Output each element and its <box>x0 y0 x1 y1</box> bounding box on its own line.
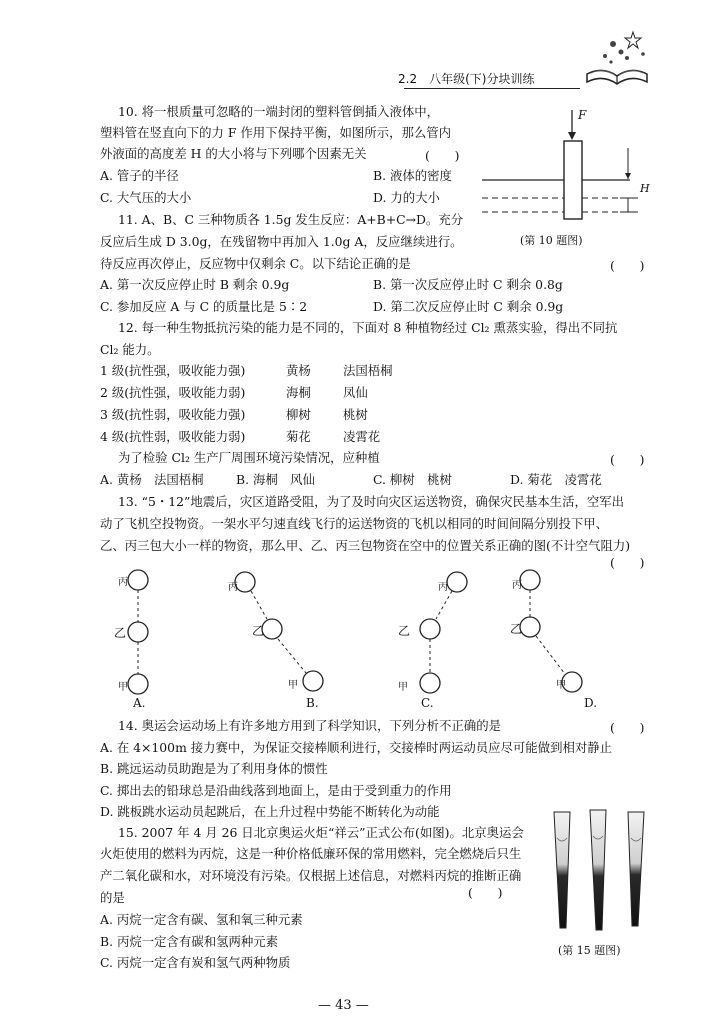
q15-line2: 火炬使用的燃料为丙烷，这是一种价格低廉环保的常用燃料，完全燃烧后只生 <box>100 846 522 861</box>
q13-a-yi-label: 乙 <box>114 626 127 640</box>
q13-diagrams <box>100 565 660 705</box>
torch-right <box>628 812 644 926</box>
torch-middle <box>590 810 606 930</box>
q11-line3: 待反应再次停止，反应物中仅剩余 C。以下结论正确的是 <box>100 256 411 271</box>
q12-row2-plant1: 海桐 <box>286 385 311 400</box>
q11-line2: 反应后生成 D 3.0g，在残留物中再加入 1.0g A，反应继续进行。 <box>100 234 463 249</box>
q10-line2: 塑料管在竖直向下的力 F 作用下保持平衡，如图所示，那么管内 <box>100 125 452 140</box>
q13-answer-paren[interactable]: ( ) <box>610 555 645 570</box>
q10-tube-figure <box>480 108 660 228</box>
q11-line1: 11. A、B、C 三种物质各 1.5g 发生反应：A+B+C→D。充分 <box>118 212 464 227</box>
q13-c-bing-label: 丙 <box>438 582 448 593</box>
q15-answer-paren[interactable]: ( ) <box>468 885 503 900</box>
q12-row2-level: 2 级(抗性强，吸收能力弱) <box>100 385 246 400</box>
q12-row3-plant2: 桃树 <box>343 407 368 422</box>
q10-fig-force-label: F <box>578 108 587 122</box>
q13-d-bing-label: 丙 <box>512 580 522 591</box>
q10-answer-paren[interactable]: ( ) <box>425 148 460 163</box>
q13-c-yi-label: 乙 <box>398 624 411 638</box>
q13-d-jia-label: 甲 <box>556 680 566 691</box>
q12-row3-level: 3 级(抗性弱，吸收能力强) <box>100 407 246 422</box>
q13-diagram-b[interactable] <box>235 572 323 691</box>
q14-option-b[interactable]: B. 跳远运动员助跑是为了利用身体的惯性 <box>100 761 328 776</box>
q14-option-d[interactable]: D. 跳板跳水运动员起跳后，在上升过程中势能不断转化为动能 <box>100 804 440 819</box>
q14-line1: 14. 奥运会运动场上有许多地方用到了科学知识，下列分析不正确的是 <box>118 718 501 733</box>
q13-line3: 乙、丙三包大小一样的物资，那么甲、乙、丙三包物资在空中的位置关系正确的图(不计空气阻力) <box>100 538 631 553</box>
q12-row1-plant2: 法国梧桐 <box>343 363 393 378</box>
q13-diagram-a[interactable] <box>128 570 148 694</box>
q15-figure-caption: (第 15 题图) <box>558 944 621 957</box>
q10-option-c[interactable]: C. 大气压的大小 <box>100 190 192 205</box>
q10-figure-caption: (第 10 题图) <box>520 234 583 247</box>
q12-answer-paren[interactable]: ( ) <box>610 452 645 467</box>
q13-b-jia-label: 甲 <box>288 680 298 691</box>
q13-b-yi-label: 乙 <box>252 624 265 638</box>
page-number: — 43 — <box>318 998 369 1013</box>
q12-row4-plant1: 菊花 <box>286 429 311 444</box>
q12-option-c[interactable]: C. 柳树 桃树 <box>373 472 452 487</box>
q15-line1: 15. 2007 年 4 月 26 日北京奥运火炬“祥云”正式公布(如图)。北京奥运会 <box>118 825 524 840</box>
q13-d-yi-label: 乙 <box>510 622 523 636</box>
q15-option-c[interactable]: C. 丙烷一定含有炭和氢气两种物质 <box>100 955 291 970</box>
q12-line2: Cl₂ 能力。 <box>100 342 160 357</box>
torch-left <box>554 812 570 928</box>
q12-row4-level: 4 级(抗性弱，吸收能力弱) <box>100 429 246 444</box>
q11-option-c[interactable]: C. 参加反应 A 与 C 的质量比是 5∶2 <box>100 299 308 314</box>
q12-row4-plant2: 凌霄花 <box>343 429 381 444</box>
q13-line1: 13. “5・12”地震后，灾区道路受阻，为了及时向灾区运送物资，确保灾民基本生活，空军出 <box>118 494 625 509</box>
q12-row1-level: 1 级(抗性强，吸收能力强) <box>100 363 246 378</box>
q15-line4: 的是 <box>100 890 125 905</box>
q10-line3: 外液面的高度差 H 的大小将与下列哪个因素无关 <box>100 146 367 161</box>
q13-label-d: D. <box>584 696 598 710</box>
q15-line3: 产二氧化碳和水，对环境没有污染。仅根据上述信息，对燃料丙烷的推断正确 <box>100 868 522 883</box>
q11-option-b[interactable]: B. 第一次反应停止时 C 剩余 0.8g <box>373 277 563 292</box>
q15-option-b[interactable]: B. 丙烷一定含有碳和氢两种元素 <box>100 934 279 949</box>
q10-option-b[interactable]: B. 液体的密度 <box>373 168 452 183</box>
q14-answer-paren[interactable]: ( ) <box>610 720 645 735</box>
q11-option-a[interactable]: A. 第一次反应停止时 B 剩余 0.9g <box>100 277 290 292</box>
q12-option-b[interactable]: B. 海桐 风仙 <box>236 472 315 487</box>
header-title: 2.2 八年级(下)分块训练 <box>398 72 535 86</box>
q11-option-d[interactable]: D. 第二次反应停止时 C 剩余 0.9g <box>373 299 564 314</box>
q13-label-a: A. <box>133 696 146 710</box>
q12-row2-plant2: 凤仙 <box>343 385 368 400</box>
q10-fig-height-label: H <box>640 182 650 195</box>
q13-diagram-d[interactable] <box>520 570 582 692</box>
q13-c-jia-label: 甲 <box>398 682 408 693</box>
q13-b-bing-label: 丙 <box>228 582 238 593</box>
book-stars-icon <box>583 28 653 86</box>
q12-option-a[interactable]: A. 黄杨 法国梧桐 <box>100 472 204 487</box>
q15-option-a[interactable]: A. 丙烷一定含有碳、氢和氧三种元素 <box>100 912 303 927</box>
q12-option-d[interactable]: D. 菊花 凌霄花 <box>510 472 602 487</box>
q10-option-d[interactable]: D. 力的大小 <box>373 190 440 205</box>
q13-a-bing-label: 丙 <box>118 577 128 588</box>
q14-option-c[interactable]: C. 掷出去的铅球总是沿曲线落到地面上，是由于受到重力的作用 <box>100 783 452 798</box>
torch-figure <box>548 808 658 938</box>
q12-line3: 为了检验 Cl₂ 生产厂周围环境污染情况，应种植 <box>118 450 380 465</box>
q12-row1-plant1: 黄杨 <box>286 363 311 378</box>
q10-line1: 10. 将一根质量可忽略的一端封闭的塑料管倒插入液体中， <box>118 104 440 119</box>
q12-row3-plant1: 柳树 <box>286 407 311 422</box>
q13-label-b: B. <box>306 696 319 710</box>
header-rule <box>404 88 580 89</box>
q13-label-c: C. <box>421 696 434 710</box>
q14-option-a[interactable]: A. 在 4×100m 接力赛中，为保证交接棒顺利进行，交接棒时两运动员应尽可能做到相对静止 <box>100 740 613 755</box>
q13-line2: 动了飞机空投物资。一架水平匀速直线飞行的运送物资的飞机以相同的时间间隔分别投下甲、 <box>100 516 609 531</box>
q12-line1: 12. 每一种生物抵抗污染的能力是不同的，下面对 8 种植物经过 Cl₂ 熏蒸实验，得出不同抗 <box>118 320 618 335</box>
q10-option-a[interactable]: A. 管子的半径 <box>100 168 179 183</box>
q11-answer-paren[interactable]: ( ) <box>610 258 645 273</box>
q13-a-jia-label: 甲 <box>118 682 128 693</box>
